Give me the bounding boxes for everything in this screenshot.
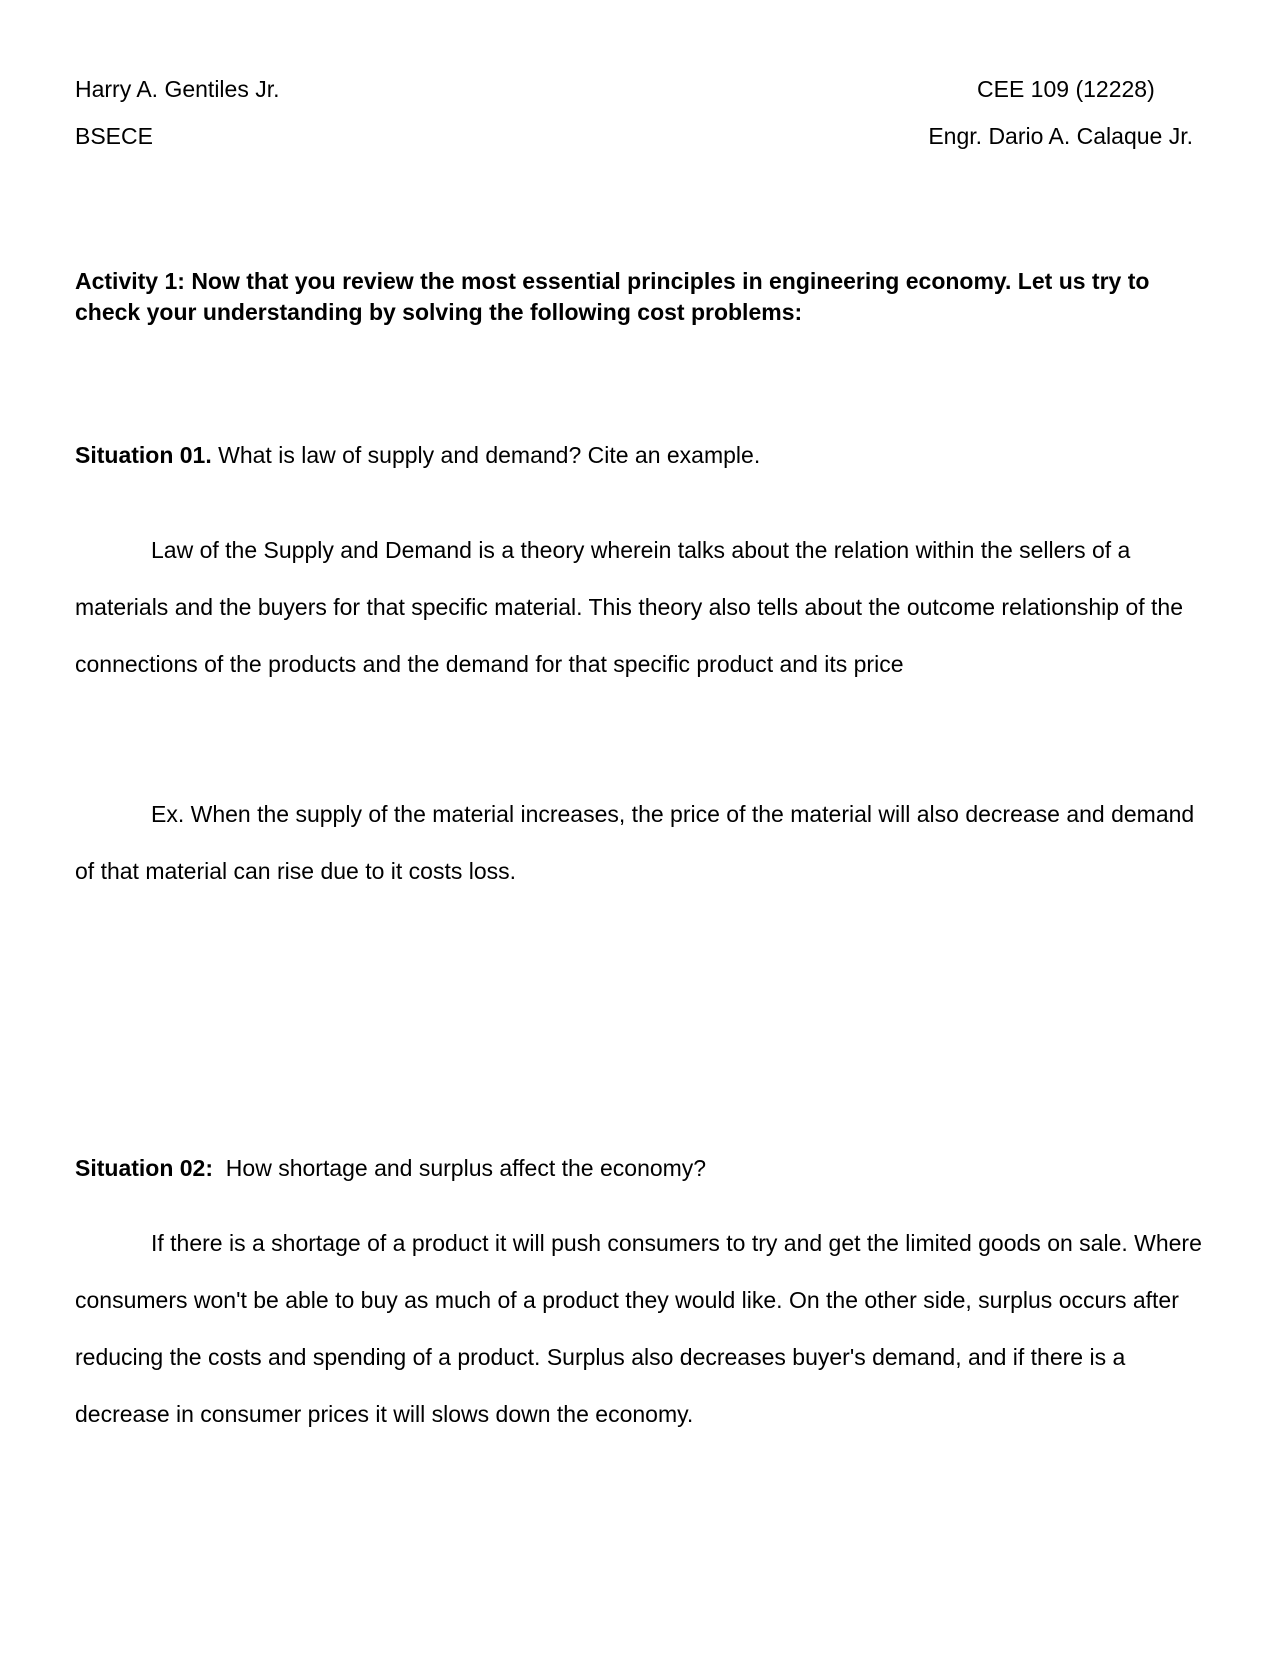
situation-01-example-paragraph <box>75 786 1215 900</box>
situation-01-answer: Law of the Supply and Demand is a theory wherein talks about the relation within the sellers of a materials and the buyers for that specific material. This theory also tells about the outcome relationship of the connections of the products and the demand for that specific product and its price <box>75 537 1183 677</box>
situation-01-question: What is law of supply and demand? Cite an example. <box>211 442 761 468</box>
course-code: CEE 109 (12228) <box>977 76 1155 102</box>
situation-01-label: Situation 01. <box>75 442 212 468</box>
student-name: Harry A. Gentiles Jr. <box>75 76 280 102</box>
situation-01-answer-paragraph <box>75 522 1215 693</box>
situation-02-label: Situation 02: <box>75 1155 214 1181</box>
activity-title: Activity 1: Now that you review the most essential principles in engineering economy. Let us try to check your understanding by solving the following cost problems: <box>75 268 1150 325</box>
instructor-name: Engr. Dario A. Calaque Jr. <box>928 123 1193 149</box>
situation-02-prompt <box>75 1155 706 1182</box>
situation-02-question: How shortage and surplus affect the economy? <box>213 1155 707 1181</box>
situation-01-example: Ex. When the supply of the material increases, the price of the material will also decrease and demand of that material can rise due to it costs loss. <box>75 801 1195 884</box>
situation-02-answer-paragraph <box>75 1215 1215 1443</box>
situation-01-prompt <box>75 442 760 469</box>
student-program: BSECE <box>75 123 153 149</box>
situation-02-answer: If there is a shortage of a product it will push consumers to try and get the limited goods on sale. Where consumers won't be able to buy as much of a product they would like. On the other side, surplus occurs after reducing the costs and spending of a product. Surplus also decreases buyer's demand, and if there is a decrease in consumer prices it will slows down the economy. <box>75 1230 1202 1427</box>
